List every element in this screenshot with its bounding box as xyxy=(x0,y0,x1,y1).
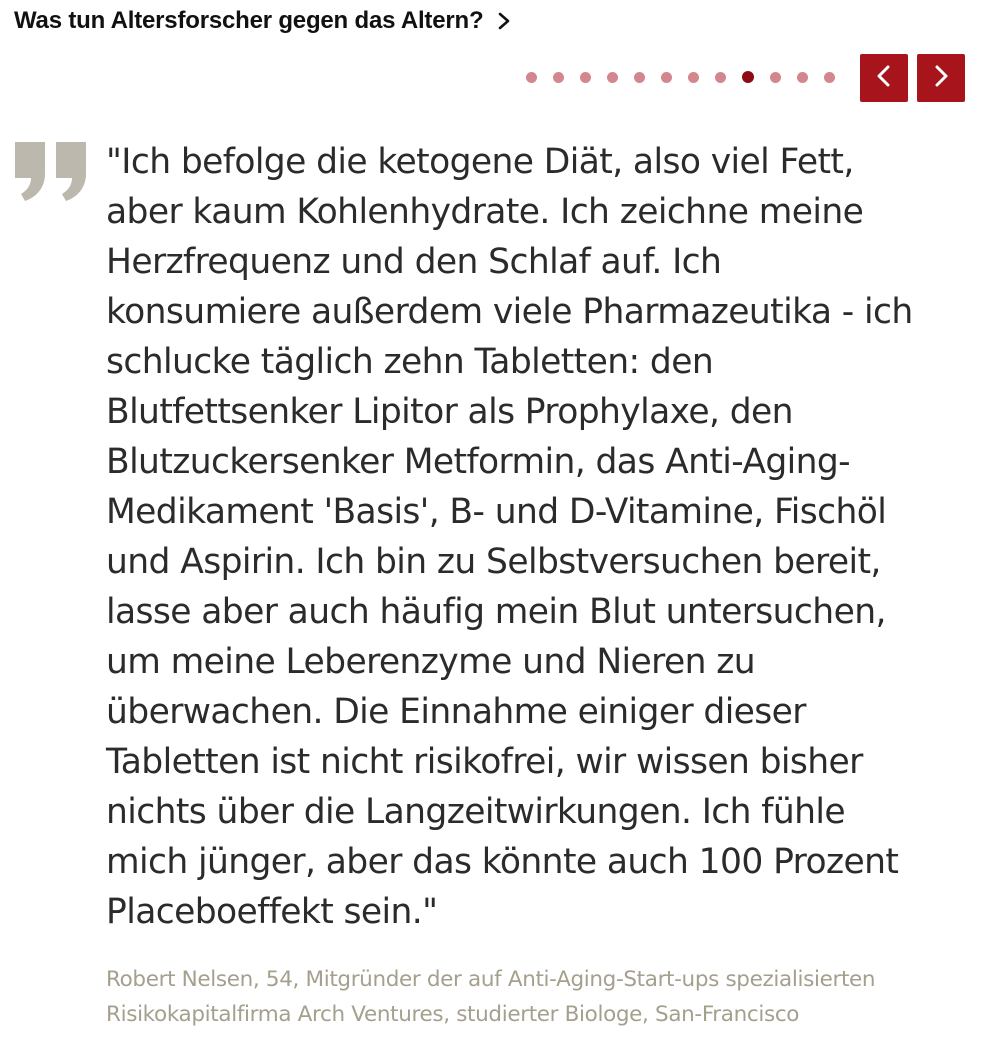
pagination-dot[interactable] xyxy=(607,72,618,83)
quote-line: lasse aber auch häufig mein Blut untersuchen, xyxy=(106,592,886,632)
section-title: Was tun Altersforscher gegen das Altern? xyxy=(14,7,484,34)
pagination-dot[interactable] xyxy=(797,72,808,83)
chevron-left-icon xyxy=(874,64,894,92)
quote-line: "Ich befolge die ketogene Diät, also viel Fett, xyxy=(106,142,854,182)
section-header-link[interactable] xyxy=(14,4,511,38)
pagination-dot[interactable] xyxy=(634,72,645,83)
pagination-dot[interactable] xyxy=(688,72,699,83)
chevron-right-icon xyxy=(931,64,951,92)
quote-line: Blutzuckersenker Metformin, das Anti-Aging- xyxy=(106,442,851,482)
pagination-dot[interactable] xyxy=(824,72,835,83)
slide-pager xyxy=(0,54,965,102)
pagination-dot[interactable] xyxy=(661,72,672,83)
pagination-dots xyxy=(526,70,835,84)
attribution-line: Robert Nelsen, 54, Mitgründer der auf Anti-Aging-Start-ups spezialisierten xyxy=(106,967,876,992)
next-slide-button[interactable] xyxy=(917,54,965,102)
quote-line: Medikament 'Basis', B- und D-Vitamine, Fischöl xyxy=(106,492,887,532)
attribution-line: Risikokapitalfirma Arch Ventures, studierter Biologe, San-Francisco xyxy=(106,1002,800,1027)
quote-line: und Aspirin. Ich bin zu Selbstversuchen bereit, xyxy=(106,542,881,582)
quote-line: Placeboeffekt sein." xyxy=(106,892,438,932)
pagination-dot[interactable] xyxy=(553,72,564,83)
pagination-dot[interactable] xyxy=(580,72,591,83)
pagination-dot-active[interactable] xyxy=(742,71,754,83)
quote-text xyxy=(106,137,978,937)
pagination-dot[interactable] xyxy=(526,72,537,83)
quotation-mark-icon xyxy=(15,140,87,202)
quote-line: Blutfettsenker Lipitor als Prophylaxe, den xyxy=(106,392,793,432)
quote-line: aber kaum Kohlenhydrate. Ich zeichne meine xyxy=(106,192,864,232)
quote-line: um meine Leberenzyme und Nieren zu xyxy=(106,642,755,682)
quote-line: Herzfrequenz und den Schlaf auf. Ich xyxy=(106,242,722,282)
chevron-right-icon xyxy=(497,12,511,30)
quote-line: schlucke täglich zehn Tabletten: den xyxy=(106,342,714,382)
quote-line: mich jünger, aber das könnte auch 100 Prozent xyxy=(106,842,899,882)
previous-slide-button[interactable] xyxy=(860,54,908,102)
quote-line: nichts über die Langzeitwirkungen. Ich fühle xyxy=(106,792,845,832)
pagination-dot[interactable] xyxy=(770,72,781,83)
quote-line: überwachen. Die Einnahme einiger dieser xyxy=(106,692,806,732)
quote-line: Tabletten ist nicht risikofrei, wir wissen bisher xyxy=(106,742,863,782)
quote-attribution xyxy=(106,962,978,1032)
pagination-dot[interactable] xyxy=(715,72,726,83)
quote-line: konsumiere außerdem viele Pharmazeutika - ich xyxy=(106,292,913,332)
